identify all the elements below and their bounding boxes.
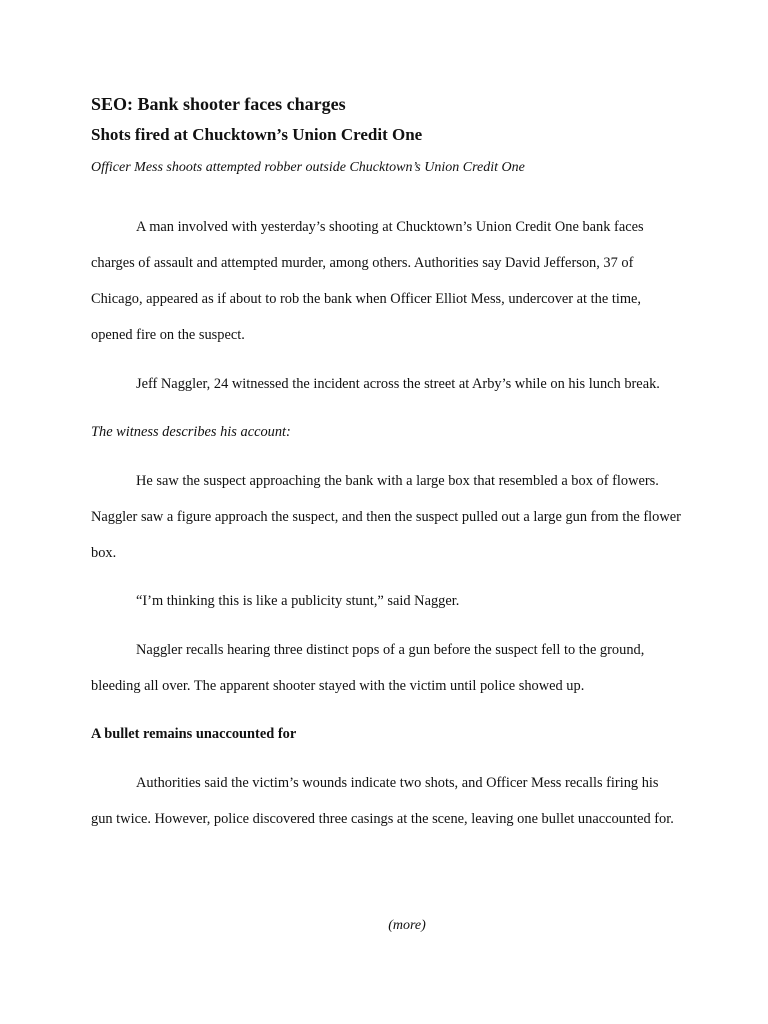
paragraph-witness-intro: The witness describes his account:	[91, 424, 291, 440]
more-indicator: (more)	[388, 918, 426, 933]
paragraph-pops: Naggler recalls hearing three distinct pops of a gun before the suspect fell to the ground, bleeding all over. The apparent shooter stayed with the victim until police showed up.	[91, 641, 645, 694]
article-body	[91, 209, 681, 849]
paragraph-witness: Jeff Naggler, 24 witnessed the incident across the street at Arby’s while on his lunch break.	[136, 375, 660, 392]
section-subheading: A bullet remains unaccounted for	[91, 726, 297, 742]
paragraph-quote: “I’m thinking this is like a publicity stunt,” said Nagger.	[136, 593, 460, 609]
headline: Shots fired at Chucktown’s Union Credit One	[91, 125, 423, 144]
deck-subheadline: Officer Mess shoots attempted robber outside Chucktown’s Union Credit One	[91, 160, 525, 175]
seo-title: SEO: Bank shooter faces charges	[91, 94, 346, 114]
paragraph-bullet: Authorities said the victim’s wounds indicate two shots, and Officer Mess recalls firing his gun twice. However, police discovered three casings at the scene, leaving one bullet unaccounted for.	[91, 774, 674, 827]
paragraph-account: He saw the suspect approaching the bank with a large box that resembled a box of flowers. Naggler saw a figure approach the suspect, and then the suspect pulled out a large gun from the flower box.	[91, 472, 681, 561]
paragraph-lede: A man involved with yesterday’s shooting at Chucktown’s Union Credit One bank faces charges of assault and attempted murder, among others. Authorities say David Jefferson, 37 of Chicago, appeared as if about to rob the bank when Officer Elliot Mess, undercover at the time, opened fire on the suspect.	[91, 219, 644, 343]
